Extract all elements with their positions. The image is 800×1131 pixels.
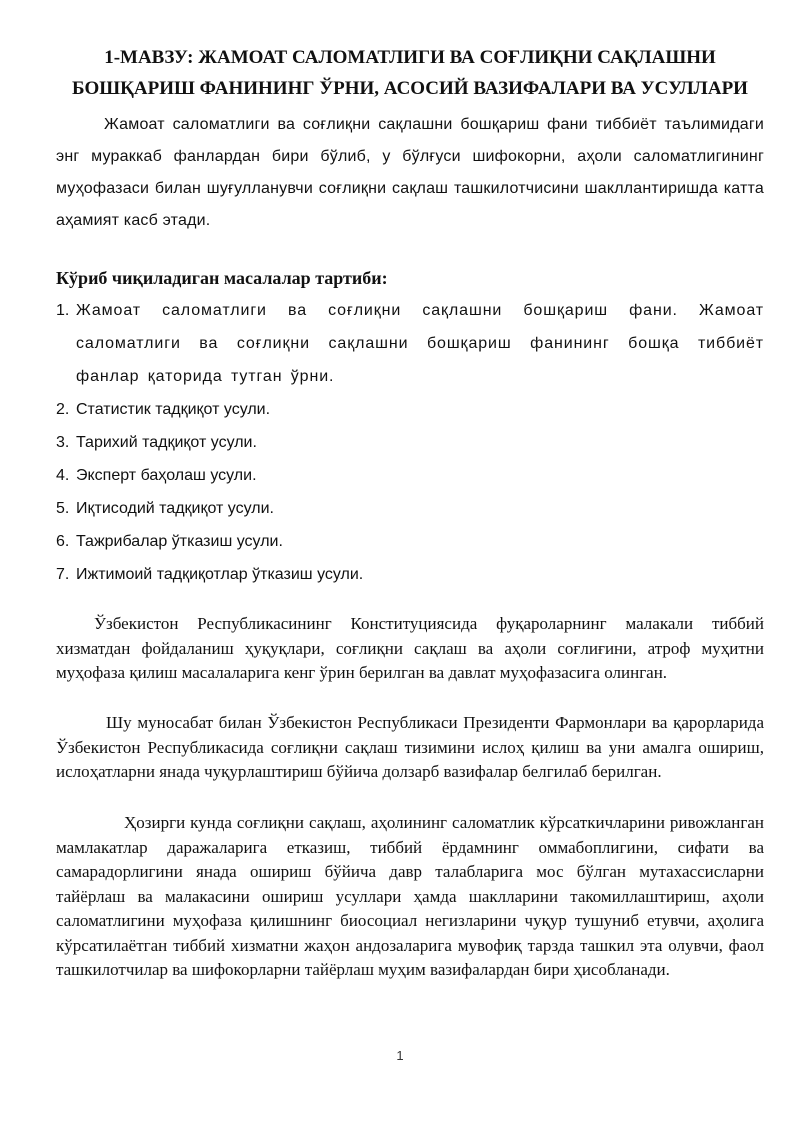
list-item-number: 4. [56,467,70,484]
list-item-text: Тажрибалар ўтказиш усули. [76,533,283,550]
list-item-number: 6. [56,533,70,550]
list-item [56,525,764,558]
list-item-text: Иқтисодий тадқиқот усули. [76,500,274,517]
list-item [56,393,764,426]
title-line-1: 1-МАВЗУ: ЖАМОАТ САЛОМАТЛИГИ ВА СОҒЛИҚНИ САҚЛАШНИ [104,47,716,68]
list-heading: Кўриб чиқиладиган масалалар тартиби: [56,268,388,288]
paragraph-president-decrees: Шу муносабат билан Ўзбекистон Республикаси Президенти Фармонлари ва қарорларида Ўзбекистон Республикасида соғлиқни сақлаш тизимини ислоҳ қилиш ва уни амалга ошириш, ислоҳатларни янада чуқурлаштириш бўйича долзарб вазифалар белгилаб берилган. [56,713,764,781]
title-line-2: БОШҚАРИШ ФАНИНИНГ ЎРНИ, АСОСИЙ ВАЗИФАЛАРИ ВА УСУЛЛАРИ [72,78,748,99]
topics-list [56,294,764,591]
list-item-text: Статистик тадқиқот усули. [76,401,271,418]
intro-paragraph: Жамоат саломатлиги ва соғлиқни сақлашни бошқариш фани тиббиёт таълимидаги энг мураккаб фанлардан бири бўлиб, у бўлғуси шифокорни, аҳоли саломатлигининг муҳофазаси билан шуғулланувчи соғлиқни сақлаш ташкилотчисини шакллантиришда катта аҳамият касб этади. [56,116,764,229]
list-item-text: Эксперт баҳолаш усули. [76,467,257,484]
list-item-text: Жамоат саломатлиги ва соғлиқни сақлашни бошқариш фани. Жамоат саломатлиги ва соғлиқни сақлашни бошқариш фанининг бошқа тиббиёт фанлар қаторида тутган ўрни. [76,302,764,385]
list-item-number: 3. [56,434,70,451]
list-item [56,426,764,459]
list-item-text: Ижтимоий тадқиқотлар ўтказиш усули. [76,566,364,583]
list-item [56,294,764,393]
paragraph-current-tasks: Ҳозирги кунда соғлиқни сақлаш, аҳолининг саломатлик кўрсаткичларини ривожланган мамлакатлар даражаларига етказиш, тиббий ёрдамнинг оммабоплигини, сифати ва самарадорлигини янада ошириш бўйича давр талабларига мос бўлган мутахассисларни тайёрлаш ва малакасини ошириш усуллари ҳамда шаклларини такомиллаштириш, аҳоли саломатлигини муҳофаза қилишнинг биосоциал негизларини чуқур тушуниб етувчи, аҳолига кўрсатилаётган тиббий хизматни жаҳон андозаларига мувофиқ тарзда ташкил эта олувчи, фаол ташкилотчилар ва шифокорларни тайёрлаш муҳим вазифалардан бири ҳисобланади. [56,813,764,979]
list-item [56,492,764,525]
list-item [56,558,764,591]
list-item-number: 7. [56,566,70,583]
page-number: 1 [396,1048,404,1063]
list-item-number: 1. [56,302,70,319]
list-item [56,459,764,492]
list-item-number: 2. [56,401,70,418]
list-item-text: Тарихий тадқиқот усули. [76,434,257,451]
paragraph-constitution: Ўзбекистон Республикасининг Конституциясида фуқароларнинг малакали тиббий хизматдан фойдаланиш ҳуқуқлари, соғлиқни сақлаш ва аҳоли соғлиғини, атроф муҳитни муҳофаза қилиш масалаларига кенг ўрин берилган ва давлат муҳофазасига олинган. [56,614,764,682]
list-item-number: 5. [56,500,70,517]
